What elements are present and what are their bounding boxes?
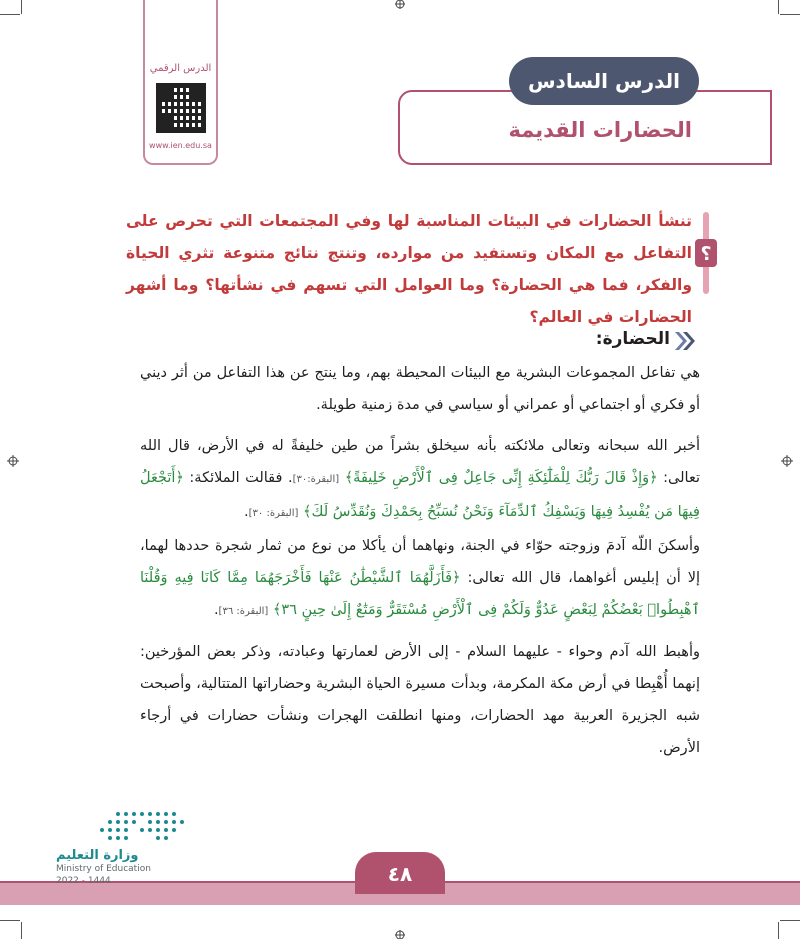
registration-mark-icon xyxy=(6,454,20,468)
svg-text:؟: ؟ xyxy=(700,243,712,265)
edition-year: 2022 - 1444 xyxy=(56,876,111,886)
quran-verse: ﴿أَتَجْعَلُ فِيهَا مَن يُفْسِدُ فِيهَا وَيَسْفِكُ ٱلدِّمَآءَ وَنَحْنُ نُسَبِّحُ بِحَمْدِكَ وَنُقَدِّسُ لَكَ﴾ xyxy=(140,470,700,520)
crop-mark xyxy=(0,14,20,15)
digital-lesson-tag[interactable] xyxy=(143,0,218,165)
body-paragraph: هي تفاعل المجموعات البشرية مع البيئات المحيطة بهم، وما ينتج عن هذا التفاعل من أثر ديني أو فكري أو اجتماعي أو عمراني أو سياسي في مدة زمنية طويلة. xyxy=(140,365,700,413)
crop-mark xyxy=(21,922,22,939)
ministry-logo-icon xyxy=(38,808,188,844)
registration-mark-icon xyxy=(393,0,407,14)
paragraph-text: . فقالت الملائكة: xyxy=(189,470,293,486)
page-number: ٤٨ xyxy=(355,852,445,894)
paragraph-text: أخبر الله سبحانه وتعالى ملائكته بأنه سيخلق بشراً من طين خليفةً له في الأرض، قال الله تعالى: xyxy=(140,438,701,486)
quran-verse: ﴿وَإِذْ قَالَ رَبُّكَ لِلْمَلَٰٓئِكَةِ إِنِّى جَاعِلٌ فِى ٱلْأَرْضِ خَلِيفَةً﴾ xyxy=(344,470,658,486)
registration-mark-icon xyxy=(393,925,407,939)
lesson-number-tab: الدرس السادس xyxy=(509,57,699,105)
body-paragraph xyxy=(140,430,700,530)
question-mark-icon xyxy=(695,239,717,267)
digital-lesson-label: الدرس الرقمي xyxy=(149,63,212,74)
section-heading: الحضارة: xyxy=(595,329,670,349)
quran-verse: ﴿فَأَزَلَّهُمَا ٱلشَّيْطَٰنُ عَنْهَا فَأَخْرَجَهُمَا مِمَّا كَانَا فِيهِ وَقُلْنَا ٱهْبِطُوا۟ بَعْضُكُمْ لِبَعْضٍ عَدُوٌّ وَلَكُمْ فِى ٱلْأَرْضِ مُسْتَقَرٌّ وَمَتَٰعٌ إِلَىٰ حِينٍ ٣٦﴾ xyxy=(140,570,700,618)
paragraph-text: وأسكنَ اللّه آدمَ وزوجته حوّاء في الجنة، ونهاهما أن يأكلا من نوع من ثمار شجرة حددها لهما، إلا أن إبليس أغواهما، قال الله تعالى: xyxy=(140,538,701,586)
body-paragraph xyxy=(140,530,700,628)
crop-mark xyxy=(778,0,779,14)
body-paragraph: وأهبط الله آدم وحواء - عليهما السلام - إلى الأرض لعمارتها وعبادته، وذكر بعض المؤرخين: إنهما أُهْبِطا في أرض مكة المكرمة، وبدأت مسيرة الحياة البشرية وحضاراتها المتتالية، وأصبحت شبه الجزيرة العربية مهد الحضارات، ومنها انطلقت الهجرات ونشأت حضارات في أرجاء الأرض. xyxy=(140,644,700,756)
double-chevron-icon xyxy=(673,330,697,352)
lesson-title: الحضارات القديمة xyxy=(508,118,692,142)
ministry-name-english: Ministry of Education xyxy=(56,864,151,874)
intro-paragraph: تنشأ الحضارات في البيئات المناسبة لها وفي المجتمعات التي تحرص على التفاعل مع المكان وتستفيد من موارده، وتنتج نتائج متنوعة تثري الحياة والفكر، فما هي الحضارة؟ وما العوامل التي تسهم في نشأتها؟ وما أشهر الحضارات في العالم؟ xyxy=(126,212,692,326)
crop-mark xyxy=(780,920,800,921)
crop-mark xyxy=(0,920,20,921)
verse-citation: [البقرة:٣٠] xyxy=(292,474,340,485)
crop-mark xyxy=(780,14,800,15)
digital-lesson-url[interactable]: www.ien.edu.sa xyxy=(149,141,212,150)
verse-citation: [البقرة: ٣٦] xyxy=(218,606,269,617)
crop-mark xyxy=(778,922,779,939)
registration-mark-icon xyxy=(780,454,794,468)
paragraph-text: . xyxy=(244,504,249,520)
paragraph-text: . xyxy=(213,602,219,618)
verse-citation: [البقرة: ٣٠] xyxy=(248,508,299,519)
crop-mark xyxy=(21,0,22,14)
qr-code-icon[interactable] xyxy=(156,83,206,133)
ministry-name-arabic: وزارة التعليم xyxy=(56,848,139,863)
